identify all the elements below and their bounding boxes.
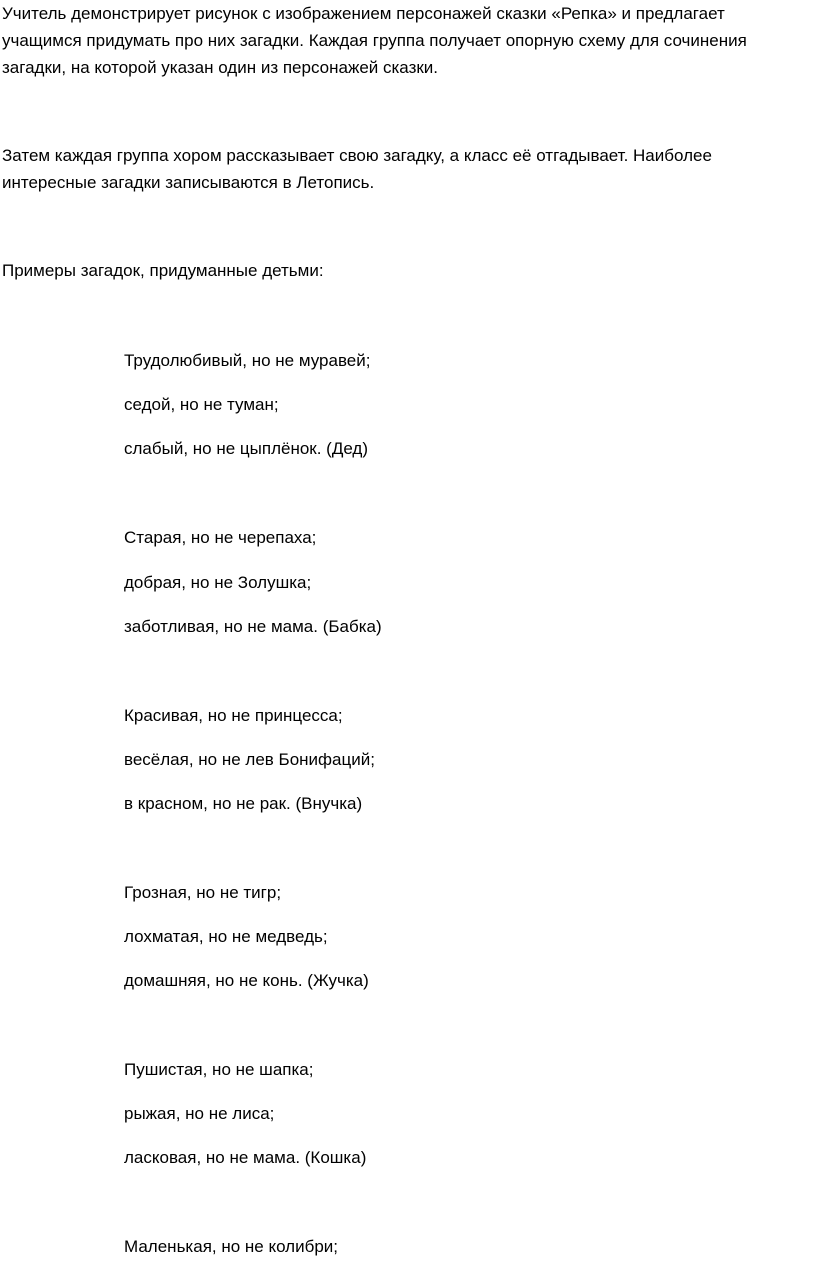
riddle-line: добрая, но не Золушка; — [124, 573, 312, 592]
intro-paragraph: Учитель демонстрирует рисунок с изображением персонажей сказки «Репка» и предлагает учащимся придумать про них загадки. Каждая группа получает опорную схему для сочинения загадки, на которой указан один из персонажей сказки. — [2, 4, 747, 77]
riddle-line: лохматая, но не медведь; — [124, 927, 328, 946]
riddle-line: Старая, но не черепаха; — [124, 528, 317, 547]
riddle-line: Трудолюбивый, но не муравей; — [124, 351, 371, 370]
riddle-line: ласковая, но не мама. (Кошка) — [124, 1148, 367, 1167]
riddle-line: Маленькая, но не колибри; — [124, 1237, 339, 1256]
riddle-line: слабый, но не цыплёнок. (Дед) — [124, 439, 369, 458]
riddle-line: заботливая, но не мама. (Бабка) — [124, 617, 382, 636]
process-paragraph: Затем каждая группа хором рассказывает свою загадку, а класс её отгадывает. Наиболее интересные загадки записываются в Летопись. — [2, 146, 712, 192]
riddle-line: седой, но не туман; — [124, 395, 279, 414]
riddle-line: Красивая, но не принцесса; — [124, 706, 343, 725]
riddle-line: домашняя, но не конь. (Жучка) — [124, 971, 369, 990]
riddle-line: Пушистая, но не шапка; — [124, 1060, 314, 1079]
riddle-line: рыжая, но не лиса; — [124, 1104, 275, 1123]
riddle-line: весёлая, но не лев Бонифаций; — [124, 750, 375, 769]
riddle-line: Грозная, но не тигр; — [124, 883, 282, 902]
examples-heading: Примеры загадок, придуманные детьми: — [2, 261, 324, 280]
riddle-line: в красном, но не рак. (Внучка) — [124, 794, 363, 813]
